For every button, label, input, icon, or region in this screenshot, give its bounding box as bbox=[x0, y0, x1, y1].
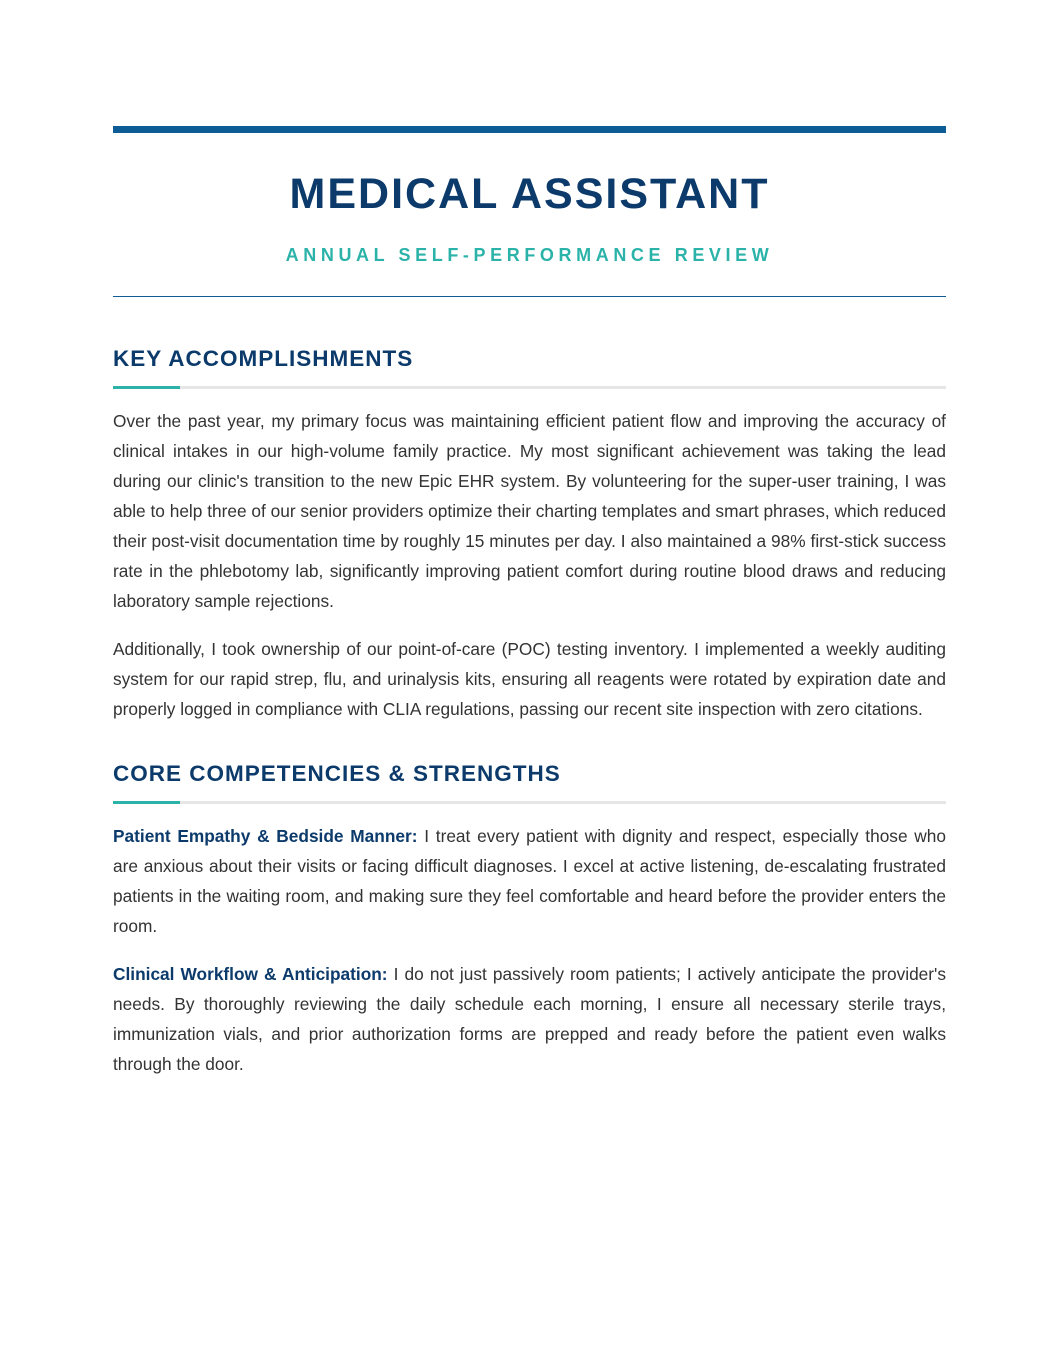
section-divider-accent bbox=[113, 386, 180, 389]
competency-title: Patient Empathy & Bedside Manner: bbox=[113, 826, 418, 846]
top-accent-bar bbox=[113, 126, 946, 133]
section-divider bbox=[113, 801, 946, 804]
section-heading: KEY ACCOMPLISHMENTS bbox=[113, 346, 414, 371]
section-heading: CORE COMPETENCIES & STRENGTHS bbox=[113, 761, 561, 786]
competency-description: I treat every patient with dignity and respect, especially those who are anxious about their visits or facing difficult diagnoses. I excel at active listening, de-escalating frustrated patients in the waiting room, and making sure they feel comfortable and heard before the provider enters the room. bbox=[113, 826, 946, 936]
header-divider bbox=[113, 296, 946, 297]
document-subtitle: ANNUAL SELF-PERFORMANCE REVIEW bbox=[285, 245, 774, 265]
competency-item bbox=[113, 821, 946, 941]
section-key-accomplishments bbox=[113, 345, 946, 724]
competency-title: Clinical Workflow & Anticipation: bbox=[113, 964, 388, 984]
paragraph: Additionally, I took ownership of our point-of-care (POC) testing inventory. I implemented a weekly auditing system for our rapid strep, flu, and urinalysis kits, ensuring all reagents were rotated by expiration date and properly logged in compliance with CLIA regulations, passing our recent site inspection with zero citations. bbox=[113, 639, 946, 719]
paragraph: Over the past year, my primary focus was maintaining efficient patient flow and improving the accuracy of clinical intakes in our high-volume family practice. My most significant achievement was taking the lead during our clinic's transition to the new Epic EHR system. By volunteering for the super-user training, I was able to help three of our senior providers optimize their charting templates and smart phrases, which reduced their post-visit documentation time by roughly 15 minutes per day. I also maintained a 98% first-stick success rate in the phlebotomy lab, significantly improving patient comfort during routine blood draws and reducing laboratory sample rejections. bbox=[113, 411, 946, 611]
competency-description: I do not just passively room patients; I actively anticipate the provider's needs. By thoroughly reviewing the daily schedule each morning, I ensure all necessary sterile trays, immunization vials, and prior authorization forms are prepped and ready before the patient even walks through the door. bbox=[113, 964, 946, 1074]
document-title: MEDICAL ASSISTANT bbox=[289, 170, 770, 218]
section-divider-accent bbox=[113, 801, 180, 804]
section-divider bbox=[113, 386, 946, 389]
section-core-competencies bbox=[113, 760, 946, 1079]
competency-item bbox=[113, 959, 946, 1079]
review-document bbox=[113, 126, 946, 1079]
